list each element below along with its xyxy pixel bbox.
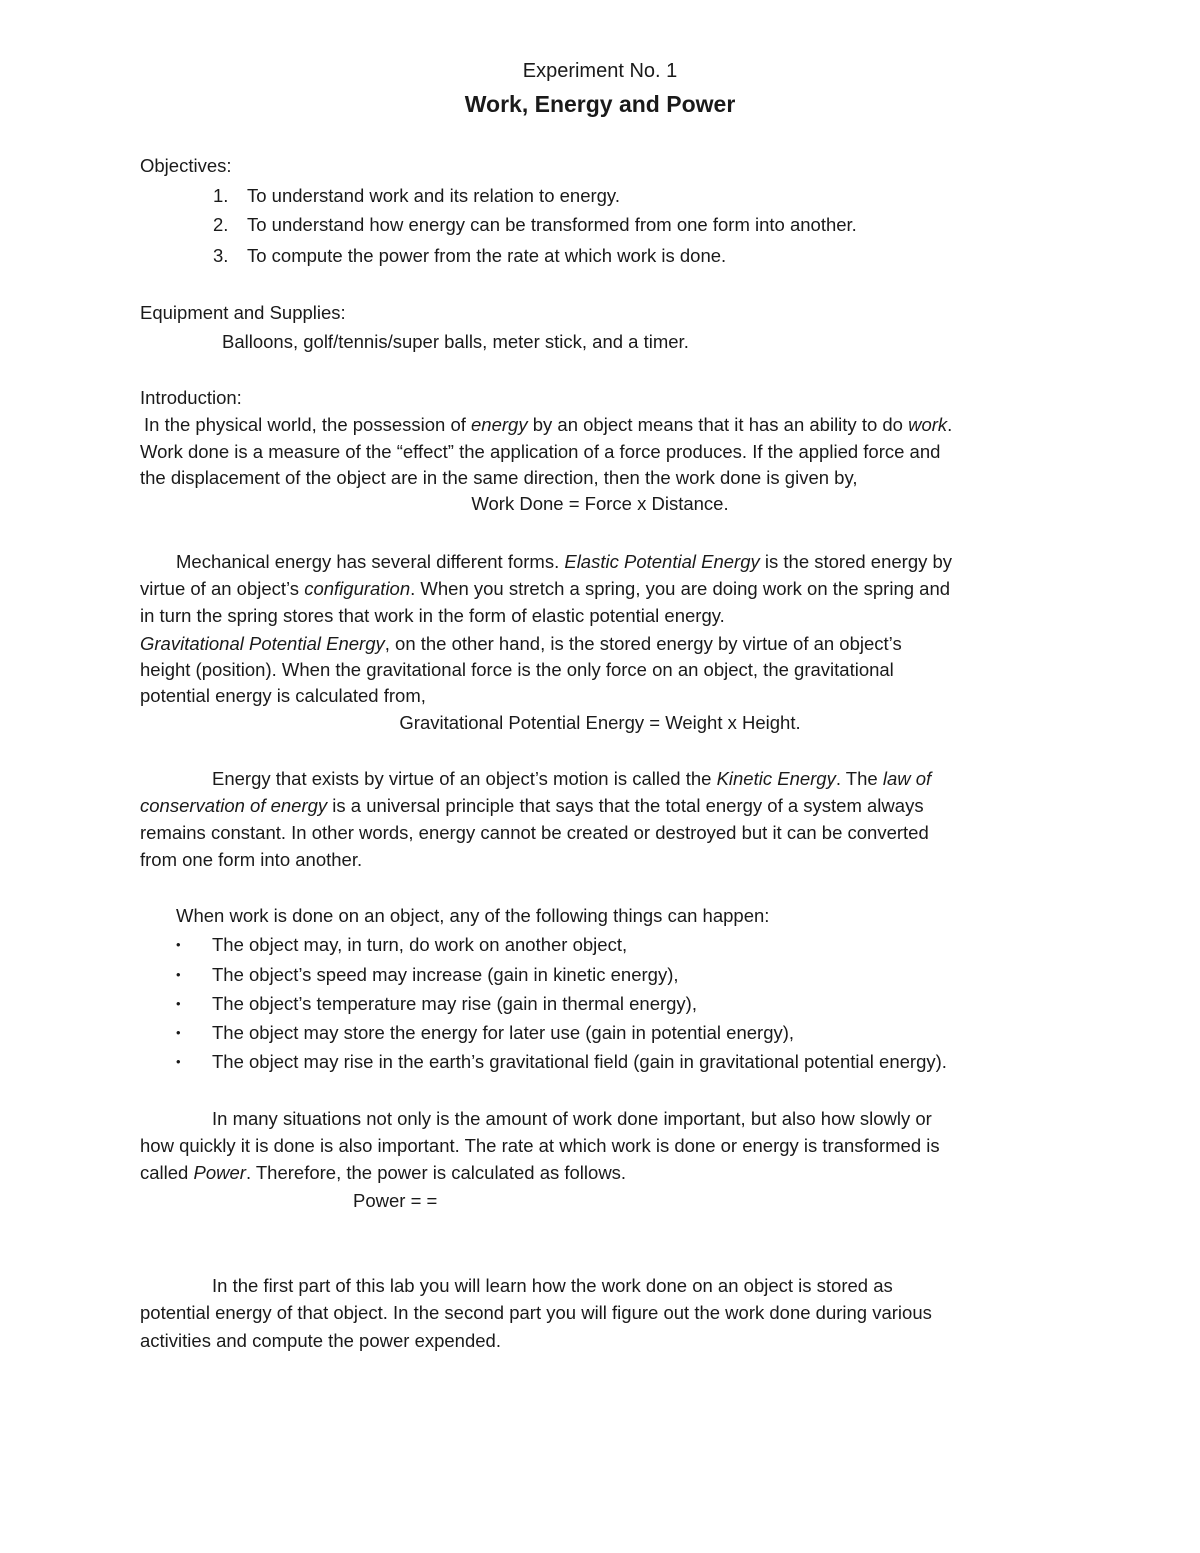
objectives-heading: Objectives: <box>140 155 232 176</box>
equipment-heading: Equipment and Supplies: <box>140 302 346 323</box>
list-item-text: The object may, in turn, do work on another object, <box>212 934 628 955</box>
emphasis-configuration: configuration <box>304 578 411 599</box>
intro-paragraph-2-line: height (position). When the gravitational force is the only force on an object, the gravitational <box>140 659 894 680</box>
objective-item <box>213 243 726 269</box>
bullet-icon: • <box>176 996 181 1011</box>
text-run: by an object means that it has an ability to do <box>527 414 909 435</box>
emphasis-work: work <box>908 414 948 435</box>
intro-paragraph-3-line: from one form into another. <box>140 849 363 870</box>
experiment-number: Experiment No. 1 <box>522 60 678 82</box>
power-formula: Power = = <box>353 1190 438 1211</box>
intro-paragraph-1-line: Work done is a measure of the “effect” the application of a force produces. If the applied force and <box>140 441 941 462</box>
bullet-icon: • <box>176 1025 181 1040</box>
text-run: . The <box>835 768 883 789</box>
intro-paragraph-1-line: the displacement of the object are in the same direction, then the work done is given by, <box>140 467 858 488</box>
emphasis-gravitational-potential-energy: Gravitational Potential Energy <box>140 633 385 654</box>
intro-paragraph-2-line: in turn the spring stores that work in the form of elastic potential energy. <box>140 605 725 626</box>
objective-number: 2. <box>213 214 229 235</box>
emphasis-law-of: law of <box>882 768 932 789</box>
bullet-icon: • <box>176 937 181 952</box>
list-item-text: The object may rise in the earth’s gravitational field (gain in gravitational potential energy). <box>212 1051 947 1072</box>
list-item <box>176 1049 947 1075</box>
list-item-text: The object’s temperature may rise (gain in thermal energy), <box>212 993 697 1014</box>
objective-text: To understand how energy can be transformed from one form into another. <box>247 214 857 235</box>
intro-paragraph-2-line: potential energy is calculated from, <box>140 685 426 706</box>
emphasis-energy: energy <box>471 414 528 435</box>
intro-paragraph-6-line: In the first part of this lab you will learn how the work done on an object is stored as <box>212 1275 893 1296</box>
intro-paragraph-2-line <box>176 549 952 575</box>
list-item <box>176 991 697 1017</box>
objective-text: To understand work and its relation to energy. <box>247 185 620 206</box>
objective-text: To compute the power from the rate at which work is done. <box>247 245 727 266</box>
emphasis-power: Power <box>193 1162 246 1183</box>
text-run: called <box>140 1162 194 1183</box>
text-run: In the physical world, the possession of <box>144 414 472 435</box>
emphasis-elastic-potential-energy: Elastic Potential Energy <box>564 551 760 572</box>
intro-paragraph-3-line: remains constant. In other words, energy cannot be created or destroyed but it can be converted <box>140 822 929 843</box>
text-run: . Therefore, the power is calculated as follows. <box>245 1162 627 1183</box>
text-run: virtue of an object’s <box>140 578 305 599</box>
objective-item <box>213 212 857 238</box>
intro-paragraph-5-line: how quickly it is done is also important. The rate at which work is done or energy is transformed is <box>140 1135 940 1156</box>
emphasis-kinetic-energy: Kinetic Energy <box>716 768 836 789</box>
intro-paragraph-2-line <box>140 576 950 602</box>
list-item <box>176 962 679 988</box>
gravitational-potential-energy-formula: Gravitational Potential Energy = Weight x Height. <box>399 712 801 733</box>
list-item <box>176 1020 794 1046</box>
intro-paragraph-3-line <box>140 793 924 819</box>
intro-paragraph-6-line: potential energy of that object. In the second part you will figure out the work done during various <box>140 1302 932 1323</box>
work-done-formula: Work Done = Force x Distance. <box>471 493 729 514</box>
list-item-text: The object may store the energy for later use (gain in potential energy), <box>212 1022 795 1043</box>
intro-paragraph-6-line: activities and compute the power expended. <box>140 1330 501 1351</box>
objective-number: 3. <box>213 245 229 266</box>
text-run: is the stored energy by <box>759 551 953 572</box>
emphasis-conservation-of-energy: conservation of energy <box>140 795 328 816</box>
work-effects-lead: When work is done on an object, any of the following things can happen: <box>176 905 770 926</box>
objective-number: 1. <box>213 185 229 206</box>
text-run: . <box>947 414 953 435</box>
text-run: Energy that exists by virtue of an object’s motion is called the <box>212 768 717 789</box>
text-run: . When you stretch a spring, you are doing work on the spring and <box>410 578 951 599</box>
bullet-icon: • <box>176 1054 181 1069</box>
page-title: Work, Energy and Power <box>464 91 736 117</box>
text-run: , on the other hand, is the stored energy by virtue of an object’s <box>384 633 902 654</box>
list-item-text: The object’s speed may increase (gain in kinetic energy), <box>212 964 679 985</box>
intro-paragraph-5-line <box>140 1160 626 1186</box>
intro-paragraph-5-line: In many situations not only is the amount of work done important, but also how slowly or <box>212 1108 932 1129</box>
introduction-heading: Introduction: <box>140 387 242 408</box>
intro-paragraph-2-line <box>140 631 902 657</box>
text-run: is a universal principle that says that the total energy of a system always <box>327 795 924 816</box>
intro-paragraph-3-line <box>212 766 931 792</box>
objective-item <box>213 183 620 209</box>
list-item <box>176 932 627 958</box>
bullet-icon: • <box>176 967 181 982</box>
intro-paragraph-1-line <box>144 412 952 438</box>
text-run: Mechanical energy has several different forms. <box>176 551 565 572</box>
equipment-list: Balloons, golf/tennis/super balls, meter stick, and a timer. <box>222 331 689 352</box>
